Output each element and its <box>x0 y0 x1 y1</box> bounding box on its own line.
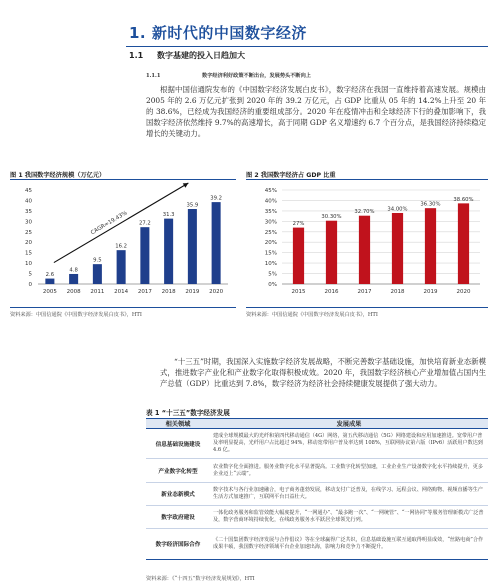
figure1-bar-chart <box>10 182 236 300</box>
data-label: 38.60% <box>453 196 474 203</box>
figure2-bar-chart <box>246 182 488 300</box>
y-tick-label: 25% <box>264 229 277 236</box>
bar <box>212 202 221 284</box>
bar <box>326 221 337 284</box>
sub-subsection-title: 数字经济利好政策不断出台，发展势头不断向上 <box>202 73 311 79</box>
header-result: 发展成果 <box>336 421 362 428</box>
subsection-title: 数字基建的投入日趋加大 <box>157 51 245 60</box>
x-tick-label: 2019 <box>423 289 438 295</box>
bar <box>293 228 304 284</box>
x-tick-label: 2020 <box>456 289 471 295</box>
x-tick-label: 2019 <box>185 289 200 295</box>
row-field: 新业态新模式 <box>161 492 195 498</box>
x-tick-label: 2020 <box>209 289 224 295</box>
heading-rule <box>126 46 488 47</box>
x-tick-label: 2016 <box>324 289 339 295</box>
data-label: 35.9 <box>186 202 199 209</box>
y-tick-label: 35% <box>264 208 277 215</box>
bar <box>69 274 78 284</box>
row-field: 数字经济国际合作 <box>155 542 201 548</box>
x-tick-label: 2005 <box>42 289 57 295</box>
data-label: 27% <box>292 221 305 228</box>
y-tick-label: 20 <box>25 240 32 247</box>
row-result: 建成全球规模最大的光纤和第四代移动通信（4G）网络，第五代移动通信（5G）网络建设和应用加速推进。宽带用户普及率明显提高，光纤用户占比超过 94%，移动宽带用户普及率达到 108%，互联网协议第六版（IPv6）活跃用户数达到 4.6 亿。 <box>213 433 483 453</box>
data-label: 34.00% <box>387 206 408 213</box>
y-tick-label: 40 <box>25 198 32 205</box>
figure1-source: 资料来源：中国信通院《中国数字经济发展白皮书》，HTI <box>10 312 142 318</box>
subsection-number: 1.1 <box>129 51 144 60</box>
data-label: 30.30% <box>321 214 342 221</box>
y-tick-label: 45 <box>25 188 32 194</box>
bar <box>359 216 370 284</box>
data-label: 31.3 <box>162 212 175 219</box>
section-heading: 1. 新时代的中国数字经济 <box>129 24 307 42</box>
y-tick-label: 40% <box>264 198 277 205</box>
row-result: 《二十国集团数字经济发展与合作倡议》等在全球赢得广泛共识，信息基础设施互联互通取得明显成效，“丝路电商”合作成果丰硕，我国数字经济领域平台企业加速出海，影响力和竞争力不断提升。 <box>213 537 484 550</box>
row-result: 数字技术与各行业加速融合，电子商务蓬勃发展，移动支付广泛普及，在线学习、远程会议、网络购物、视频直播等生产生活方式加速推广，互联网平台日益壮大。 <box>213 487 483 500</box>
x-tick-label: 2017 <box>357 289 372 295</box>
x-tick-label: 2008 <box>66 289 81 295</box>
data-label: 4.8 <box>69 267 78 274</box>
data-label: 9.5 <box>93 257 102 264</box>
bar <box>392 213 403 284</box>
bar <box>117 250 126 284</box>
y-tick-label: 20% <box>264 240 277 247</box>
y-tick-label: 30 <box>25 219 32 226</box>
bar <box>458 203 469 284</box>
x-tick-label: 2015 <box>291 289 306 295</box>
data-label: 2.6 <box>45 272 55 279</box>
x-tick-label: 2018 <box>161 289 176 295</box>
row-field: 信息基础设施建设 <box>155 441 201 448</box>
y-tick-label: 35 <box>25 208 32 215</box>
table-row <box>146 459 488 483</box>
y-tick-label: 5 <box>28 271 32 278</box>
y-tick-label: 10 <box>25 261 32 268</box>
data-label: 36.30% <box>420 201 441 208</box>
figure2-source: 资料来源：中国信通院《中国数字经济发展白皮书》，HTI <box>246 312 378 318</box>
y-tick-label: 30% <box>264 219 277 226</box>
cagr-annotation: CAGR=19.43% <box>89 210 129 237</box>
bar <box>164 219 173 284</box>
y-tick-label: 15% <box>264 250 277 257</box>
y-tick-label: 25 <box>25 229 32 236</box>
data-label: 27.2 <box>138 220 151 227</box>
row-result: 农业数字化全面推进。服务业数字化水平显著提高。工业数字化转型加速，工业企业生产设备数字化水平持续提升，更多企业迈上“云端”。 <box>213 463 483 477</box>
header-field: 相关领域 <box>165 421 191 428</box>
subsection-heading <box>129 50 245 61</box>
y-tick-label: 0% <box>268 282 277 288</box>
figure1-title-rule <box>10 179 236 180</box>
figure1-bottom-rule <box>10 307 236 308</box>
table-row <box>146 529 488 559</box>
x-tick-label: 2018 <box>390 289 405 295</box>
table-header <box>146 418 488 429</box>
row-field: 数字政府建设 <box>161 515 195 521</box>
y-tick-label: 0 <box>28 282 32 288</box>
x-tick-label: 2017 <box>137 289 152 295</box>
bar <box>188 209 197 284</box>
y-tick-label: 45% <box>264 188 277 194</box>
y-tick-label: 5% <box>268 271 277 278</box>
data-label: 32.70% <box>354 209 375 216</box>
sub-subsection-number: 1.1.1 <box>146 73 161 79</box>
y-tick-label: 15 <box>25 250 32 257</box>
row-result: 一体化政务服务和监管效能大幅度提升，“一网通办”、“最多跑一次”、“一网统管”、“一网协同”等服务管理新模式广泛普及，数字营商环境持续优化，在线政务服务水平跃居全球领先行列。 <box>213 510 484 523</box>
table-row <box>146 483 488 506</box>
figure2-title-rule <box>246 179 488 180</box>
sub-subsection-heading <box>146 72 311 79</box>
bar <box>45 279 54 284</box>
row-field: 产业数字化转型 <box>158 468 198 475</box>
bar <box>93 264 102 284</box>
y-tick-label: 10% <box>264 261 277 268</box>
table1-title: 表 1 “十三五”数字经济发展 <box>146 409 230 417</box>
paragraph-13th-five-year: “十三五”时期，我国深入实施数字经济发展战略，不断完善数字基础设施，加快培育新业态新模式，推进数字产业化和产业数字化取得积极成效。2020 年，我国数字经济核心产业增加值占国内生产总值（GDP）比重达到 7.8%，数字经济为经济社会持续健康发展提供了强大动力。 <box>160 357 486 389</box>
table1-source: 资料来源：《“十四五”数字经济发展规划》，HTI <box>146 576 255 582</box>
bar <box>425 208 436 284</box>
table-bottom-rule <box>146 559 488 560</box>
paragraph-digital-economy-scale: 根据中国信通院发布的《中国数字经济发展白皮书》，数字经济在我国一直维持着高速发展。规模由 2005 年的 2.6 万亿元扩张到 2020 年的 39.2 万亿元，占 GDP 比重从 05 年的 14.2%上升至 20 年的 38.6%，已经成为我国经济的重要组成部分。2020 年在疫情冲击和全球经济下行的叠加影响下，我国数字经济依然维持 9.7%的高速增长，高于同期 GDP 名义增速约 6.7 个百分点，是我国经济持续稳定增长的关键动力。 <box>146 85 486 139</box>
table1 <box>146 418 488 560</box>
data-label: 39.2 <box>210 195 223 202</box>
figure1-title: 图 1 我国数字经济规模（万亿元） <box>10 172 106 179</box>
x-tick-label: 2014 <box>114 289 129 295</box>
table-row <box>146 506 488 529</box>
figure2-title: 图 2 我国数字经济占 GDP 比重 <box>246 172 336 179</box>
figure2-bottom-rule <box>246 307 488 308</box>
table-row <box>146 429 488 459</box>
bar <box>140 227 149 284</box>
x-tick-label: 2011 <box>90 289 105 295</box>
data-label: 16.2 <box>115 243 128 250</box>
